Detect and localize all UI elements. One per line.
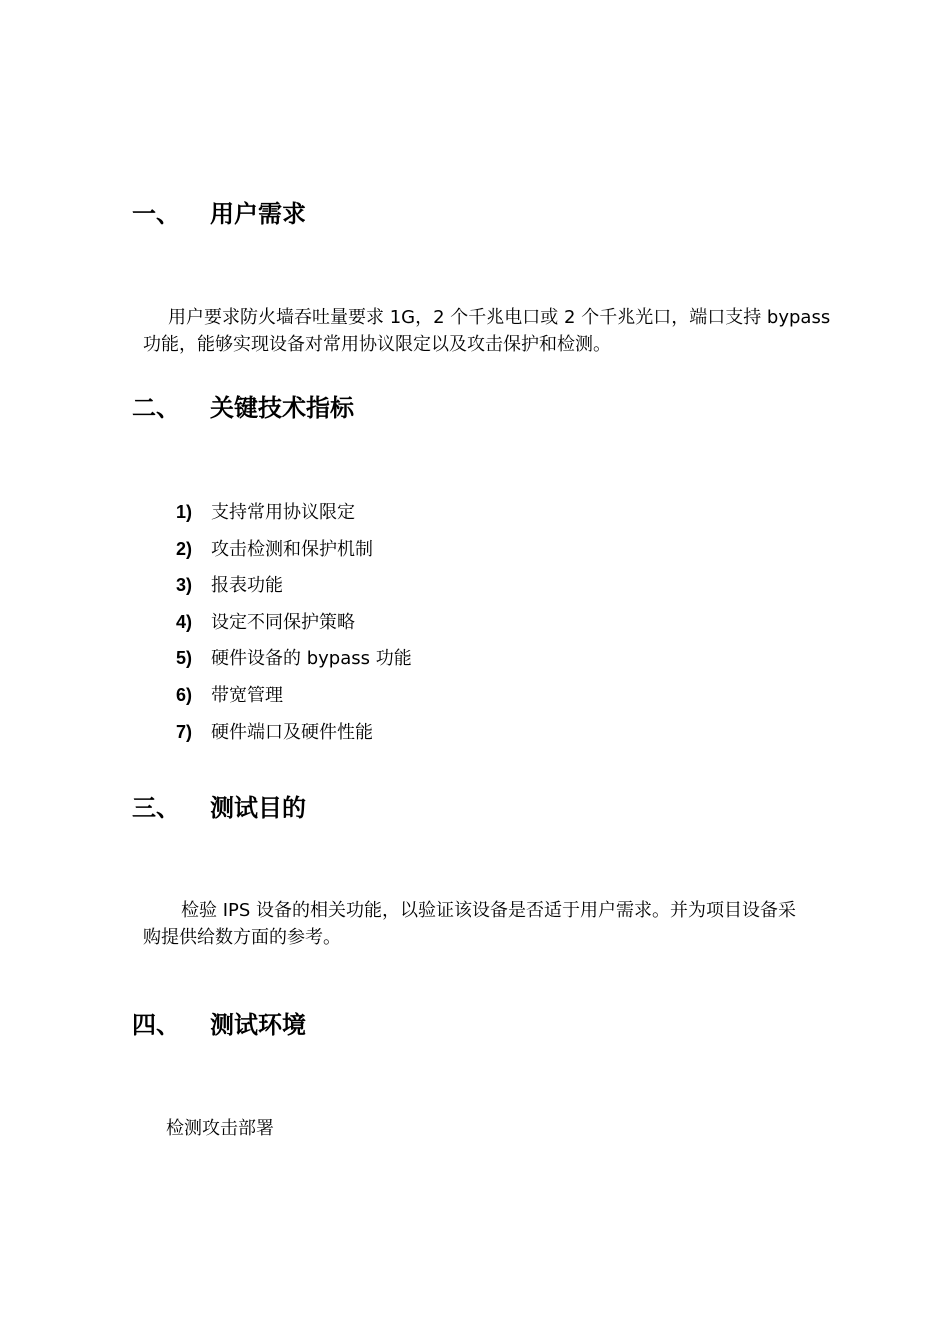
section-heading-key-indicators (132, 392, 354, 424)
list-item (176, 717, 412, 754)
test-environment-note: 检测攻击部署 (166, 1118, 274, 1139)
section-heading-user-requirements (132, 198, 306, 230)
paragraph-line: 用户要求防火墙吞吐量要求 1G，2 个千兆电口或 2 个千兆光口，端口支持 bypass (168, 307, 831, 328)
list-item-number: 3) (176, 575, 193, 596)
section-number: 一、 (132, 200, 180, 228)
list-item-text: 攻击检测和保护机制 (211, 538, 373, 560)
list-item-number: 4) (176, 611, 193, 632)
section-title: 用户需求 (210, 200, 306, 228)
list-item-number: 1) (176, 502, 193, 522)
list-item (176, 534, 412, 571)
list-item-text: 设定不同保护策略 (211, 611, 355, 633)
user-requirements-paragraph (143, 304, 855, 358)
list-item (176, 680, 412, 717)
list-item-text: 硬件端口及硬件性能 (211, 721, 373, 743)
paragraph-line: 功能，能够实现设备对常用协议限定以及攻击保护和检测。 (143, 334, 611, 355)
list-item-number: 5) (176, 648, 193, 669)
list-item (176, 497, 412, 534)
section-title: 关键技术指标 (210, 394, 354, 422)
list-item (176, 607, 412, 644)
section-title: 测试目的 (210, 794, 306, 822)
list-item-number: 2) (176, 538, 193, 559)
paragraph-line: 购提供给数方面的参考。 (143, 927, 341, 948)
section-number: 四、 (132, 1011, 180, 1039)
list-item-text: 带宽管理 (211, 684, 283, 706)
section-title: 测试环境 (210, 1011, 306, 1039)
list-item-text: 报表功能 (211, 575, 283, 597)
key-indicators-list (176, 497, 412, 753)
list-item-number: 6) (176, 684, 193, 705)
list-item-text: 支持常用协议限定 (211, 502, 355, 523)
list-item (176, 570, 412, 607)
list-item-text: 硬件设备的 bypass 功能 (211, 648, 412, 670)
section-number: 二、 (132, 394, 180, 422)
list-item (176, 643, 412, 680)
section-number: 三、 (132, 794, 180, 822)
list-item-number: 7) (176, 721, 193, 742)
paragraph-line: 检验 IPS 设备的相关功能，以验证该设备是否适于用户需求。并为项目设备采 (181, 900, 797, 921)
section-heading-test-purpose (132, 792, 306, 824)
section-heading-test-environment (132, 1009, 306, 1041)
test-purpose-paragraph (143, 897, 855, 951)
